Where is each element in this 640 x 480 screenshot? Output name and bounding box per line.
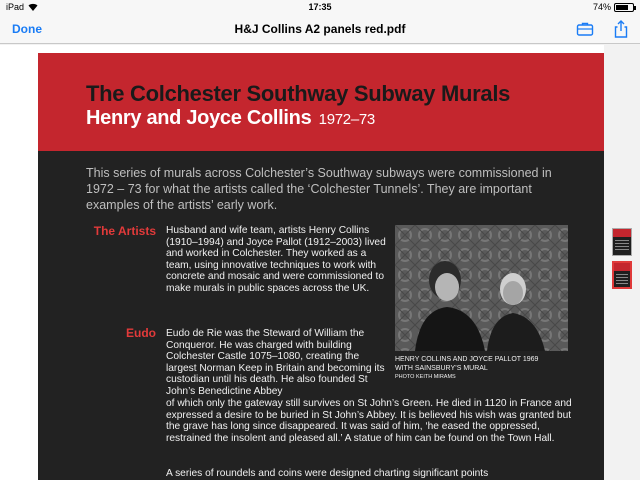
status-time: 17:35 — [308, 2, 332, 12]
battery-percent: 74% — [592, 2, 611, 12]
intro-paragraph: This series of murals across Colchester’s Southway subways were commissioned in 1972 – 73 for what the artists called the ‘Colchester Tunnels’. They are important examples of the artists’ early work. — [86, 166, 552, 212]
nav-bar — [0, 14, 640, 44]
artists-photo — [395, 225, 568, 351]
eudo-label: Eudo — [126, 326, 156, 340]
thumbnail-lines — [616, 274, 628, 284]
pdf-viewer[interactable] — [0, 45, 604, 480]
thumbnail-band — [613, 229, 631, 237]
status-bar — [0, 0, 640, 14]
battery-icon — [614, 3, 634, 12]
page-thumbnails — [604, 45, 640, 480]
photo-credit: PHOTO KEITH MIRAMS — [395, 374, 456, 380]
done-button[interactable]: Done — [12, 22, 42, 36]
roundels-text: A series of roundels and coins were designed charting significant points — [166, 468, 489, 479]
caption-line-1: HENRY COLLINS AND JOYCE PALLOT 1969 — [395, 356, 539, 363]
thumbnail-lines — [615, 240, 629, 250]
battery-fill — [616, 5, 628, 10]
share-icon[interactable] — [611, 19, 631, 39]
title-years: 1972–73 — [318, 111, 375, 128]
thumbnail-band — [614, 263, 630, 271]
pdf-page — [38, 53, 604, 480]
document-title: H&J Collins A2 panels red.pdf — [234, 22, 406, 36]
caption-line-2: WITH SAINSBURY’S MURAL — [395, 365, 488, 372]
artists-text: Husband and wife team, artists Henry Collins (1910–1994) and Joyce Pallot (1912–2003) lived and worked in Colchester. They worked as a team, using innovative techniques to work with concrete and mosaic and were commissioned to make murals in public spaces across the UK. — [166, 225, 386, 294]
photo-caption — [395, 355, 575, 382]
artists-names: Henry and Joyce Collins — [86, 107, 312, 129]
page-heading: The Colchester Southway Subway Murals — [86, 81, 511, 106]
briefcase-icon[interactable] — [575, 19, 595, 39]
header-band — [38, 53, 604, 151]
thumbnail-page-1[interactable] — [612, 228, 632, 256]
page-subheading — [86, 107, 375, 130]
artists-label: The Artists — [93, 224, 156, 238]
eudo-text-1: Eudo de Rie was the Steward of William the Conqueror. He was charged with building Colchester Castle 1075–1080, creating the largest Norman Keep in Britain and becoming its custodian until his death. He also founded St John’s Benedictine Abbey — [166, 328, 385, 397]
device-name: iPad — [6, 2, 25, 12]
eudo-text-2: of which only the gateway still survives on St John’s Green. He died in 1120 in France and expressed a desire to be buried in St John’s Abbey. It is believed his wish was granted but the grave has long since disappeared. It was said of him, ‘he eased the oppressed, restrained the insolent and pleased all.’ A statue of him can be found on the Town Hall. — [166, 398, 572, 444]
thumbnail-page-2[interactable] — [612, 261, 632, 289]
